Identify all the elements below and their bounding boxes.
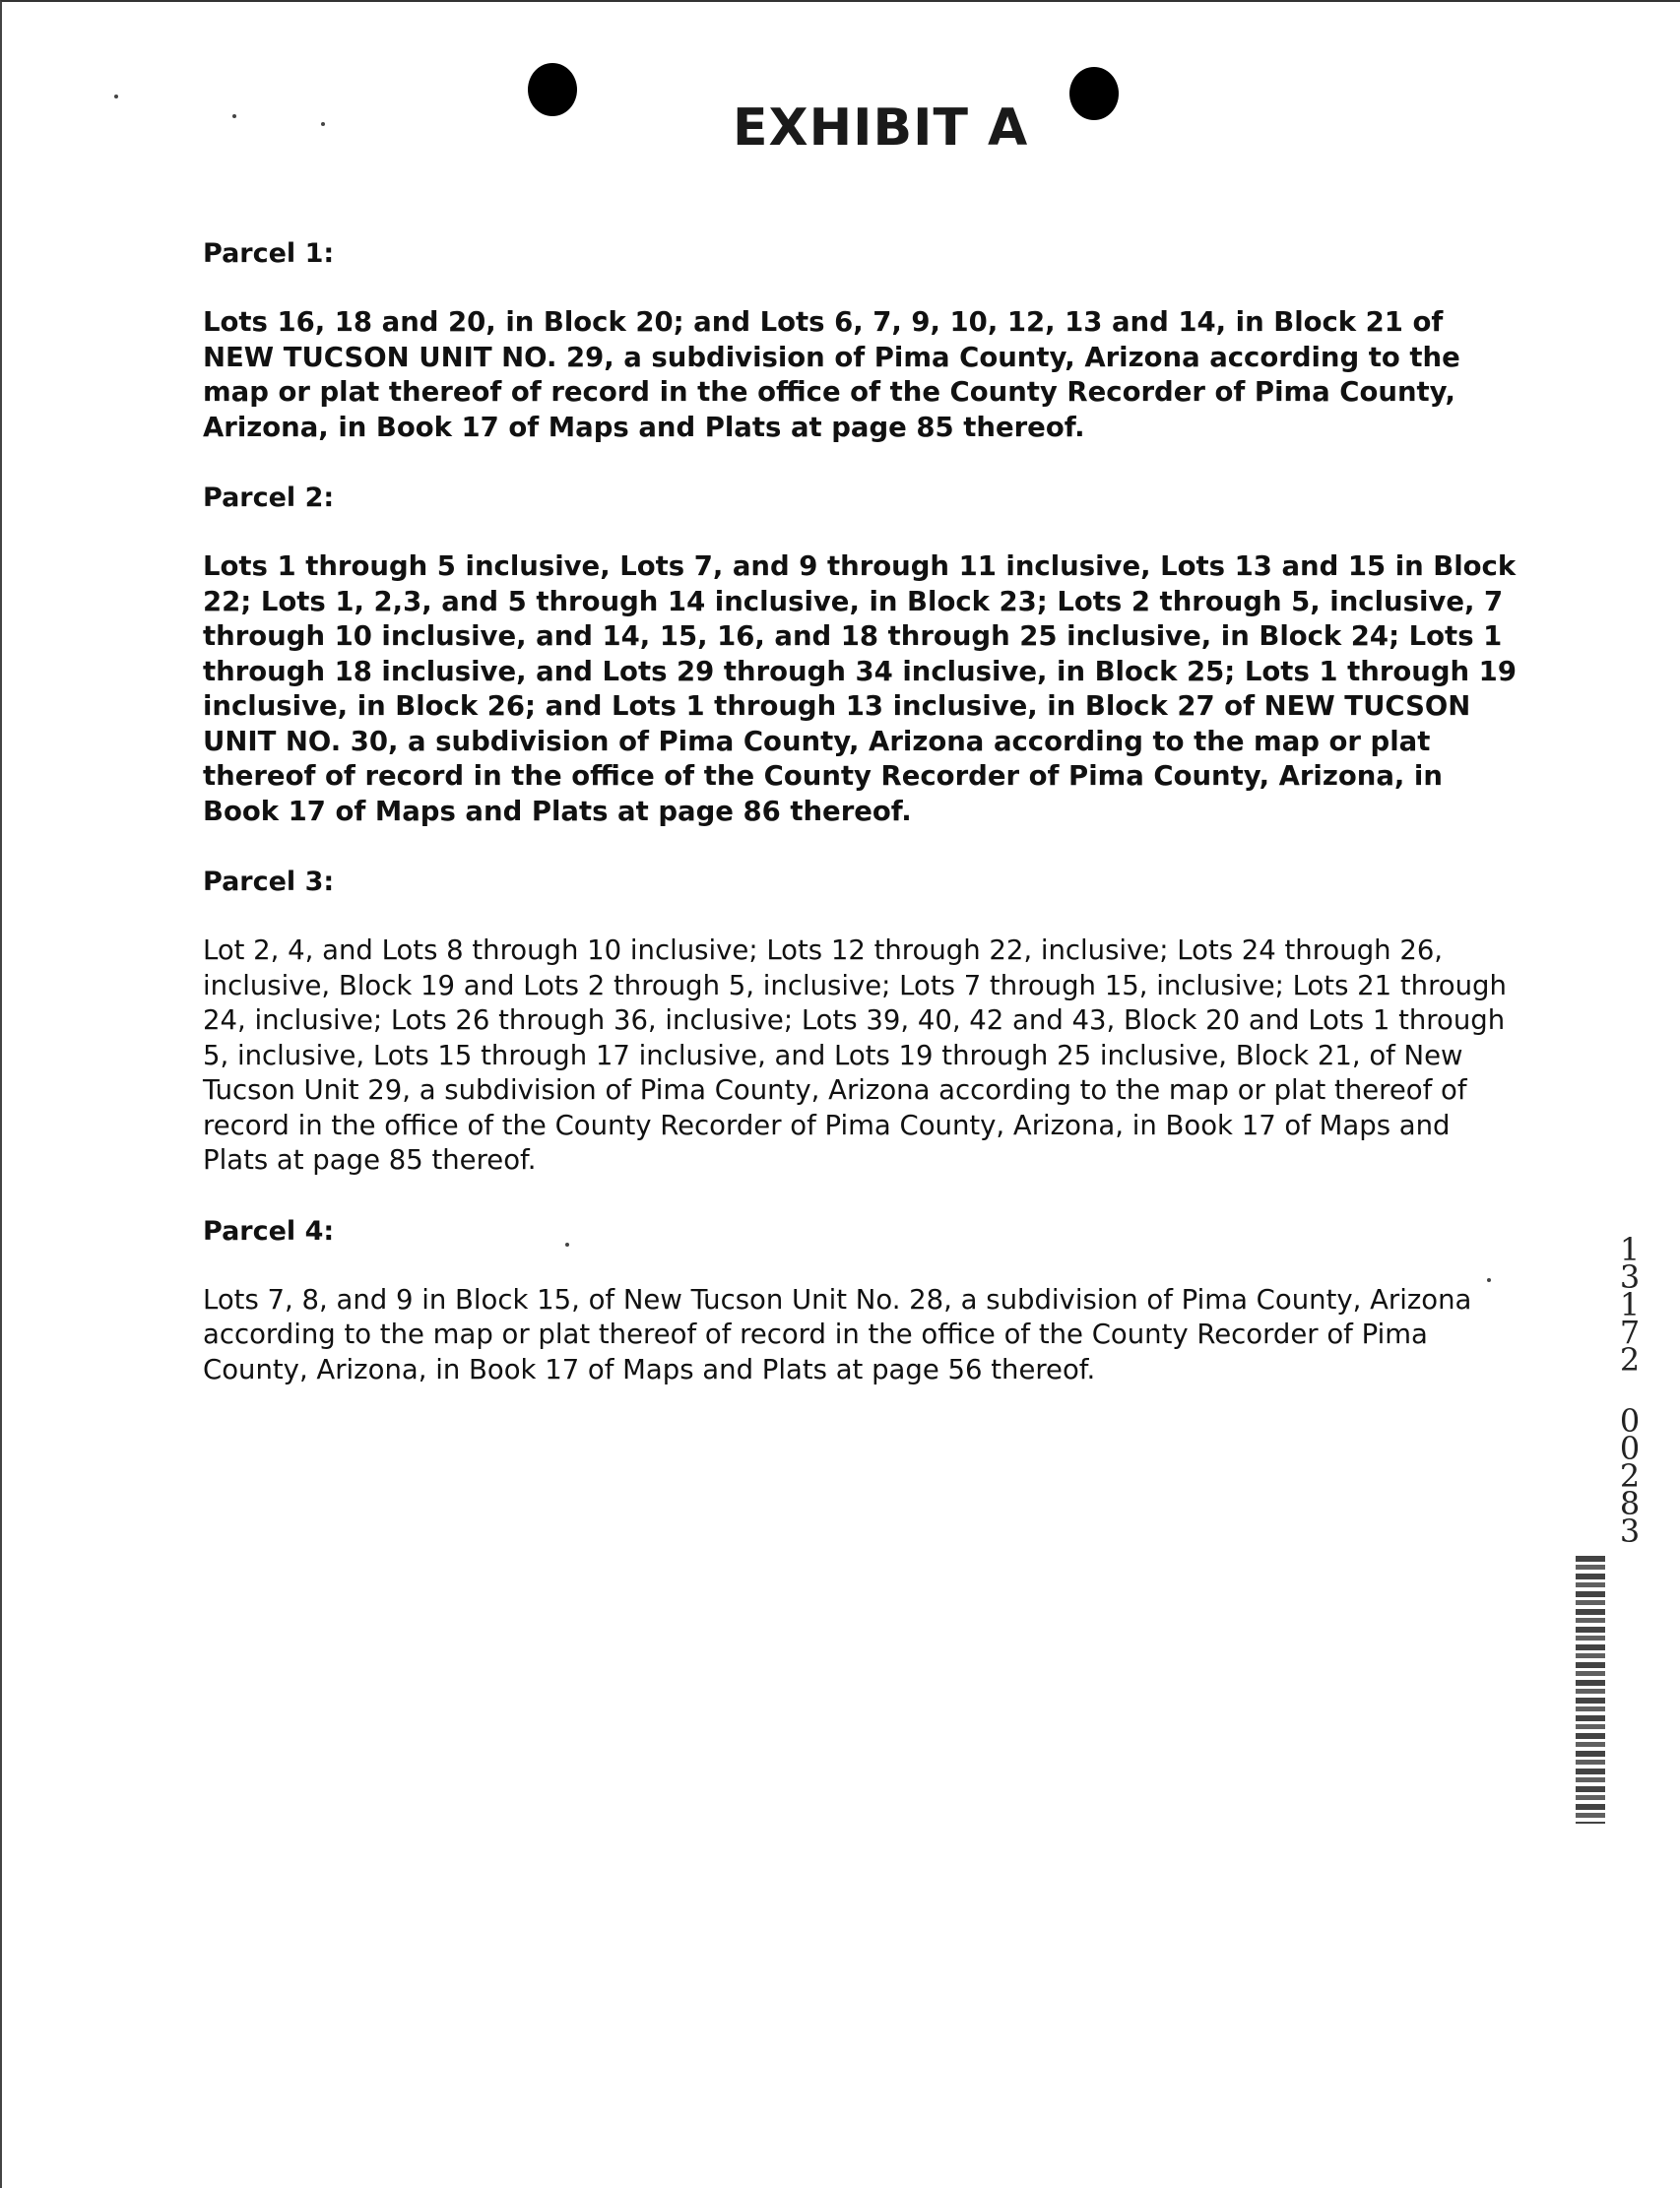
- recording-digit: 3: [1619, 1512, 1641, 1550]
- recording-reference-number: [1615, 1231, 1645, 1550]
- scan-speck: [114, 95, 118, 98]
- parcel-section: [203, 236, 1522, 445]
- exhibit-title: EXHIBIT A: [733, 98, 1029, 158]
- parcel-description: Lot 2, 4, and Lots 8 through 10 inclusive; Lots 12 through 22, inclusive; Lots 24 through 26, inclusive, Block 19 and Lots 2 through 5, inclusive; Lots 7 through 15, inclusive; Lots 21 through 24, inclusive; Lots 26 through 36, inclusive; Lots 39, 40, 42 and 43, Block 20 and Lots 1 through 5, inclusive, Lots 15 through 17 inclusive, and Lots 19 through 25 inclusive, Block 21, of New Tucson Unit 29, a subdivision of Pima County, Arizona according to the map or plat thereof of record in the office of the County Recorder of Pima County, Arizona, in Book 17 of Maps and Plats at page 85 thereof.: [203, 934, 1507, 1176]
- recording-digit: 7: [1619, 1314, 1641, 1351]
- legal-description: [203, 236, 1522, 1423]
- recording-digit: 3: [1619, 1258, 1641, 1296]
- punch-hole-left: [528, 63, 577, 116]
- parcel-description: Lots 16, 18 and 20, in Block 20; and Lots 6, 7, 9, 10, 12, 13 and 14, in Block 21 of NEW TUCSON UNIT NO. 29, a subdivision of Pima County, Arizona according to the map or plat thereof of record in the office of the County Recorder of Pima County, Arizona, in Book 17 of Maps and Plats at page 85 thereof.: [203, 306, 1460, 443]
- punch-hole-right: [1069, 67, 1119, 120]
- recording-digit: 0: [1619, 1402, 1641, 1440]
- recording-digit: 8: [1619, 1485, 1641, 1522]
- scan-speck: [232, 114, 236, 118]
- recording-digit: 2: [1619, 1341, 1641, 1379]
- recorder-stamp: [1576, 1556, 1605, 1824]
- recording-digit: 1: [1619, 1286, 1641, 1323]
- parcel-section: [203, 865, 1522, 1179]
- parcel-heading: Parcel 4:: [203, 1215, 335, 1247]
- parcel-heading: Parcel 3:: [203, 867, 335, 897]
- parcel-heading: Parcel 2:: [203, 483, 335, 513]
- scan-speck: [321, 122, 325, 126]
- parcel-description: Lots 7, 8, and 9 in Block 15, of New Tucson Unit No. 28, a subdivision of Pima County, Arizona according to the map or plat thereof of record in the office of the County Recorder of Pima County, Arizona, in Book 17 of Maps and Plats at page 56 thereof.: [203, 1283, 1472, 1385]
- recording-digit: 0: [1619, 1430, 1641, 1467]
- parcel-section: [203, 481, 1522, 829]
- parcel-heading: Parcel 1:: [203, 238, 335, 269]
- parcel-description: Lots 1 through 5 inclusive, Lots 7, and 9 through 11 inclusive, Lots 13 and 15 in Block 22; Lots 1, 2,3, and 5 through 14 inclusive, in Block 23; Lots 2 through 5, inclusive, 7 through 10 inclusive, and 14, 15, 16, and 18 through 25 inclusive, in Block 24; Lots 1 through 18 inclusive, and Lots 29 through 34 inclusive, in Block 25; Lots 1 through 19 inclusive, in Block 26; and Lots 1 through 13 inclusive, in Block 27 of NEW TUCSON UNIT NO. 30, a subdivision of Pima County, Arizona according to the map or plat thereof of record in the office of the County Recorder of Pima County, Arizona, in Book 17 of Maps and Plats at page 86 thereof.: [203, 550, 1517, 827]
- recording-digit: 2: [1619, 1457, 1641, 1495]
- parcel-section: [203, 1214, 1522, 1388]
- recording-digit: 1: [1619, 1231, 1641, 1268]
